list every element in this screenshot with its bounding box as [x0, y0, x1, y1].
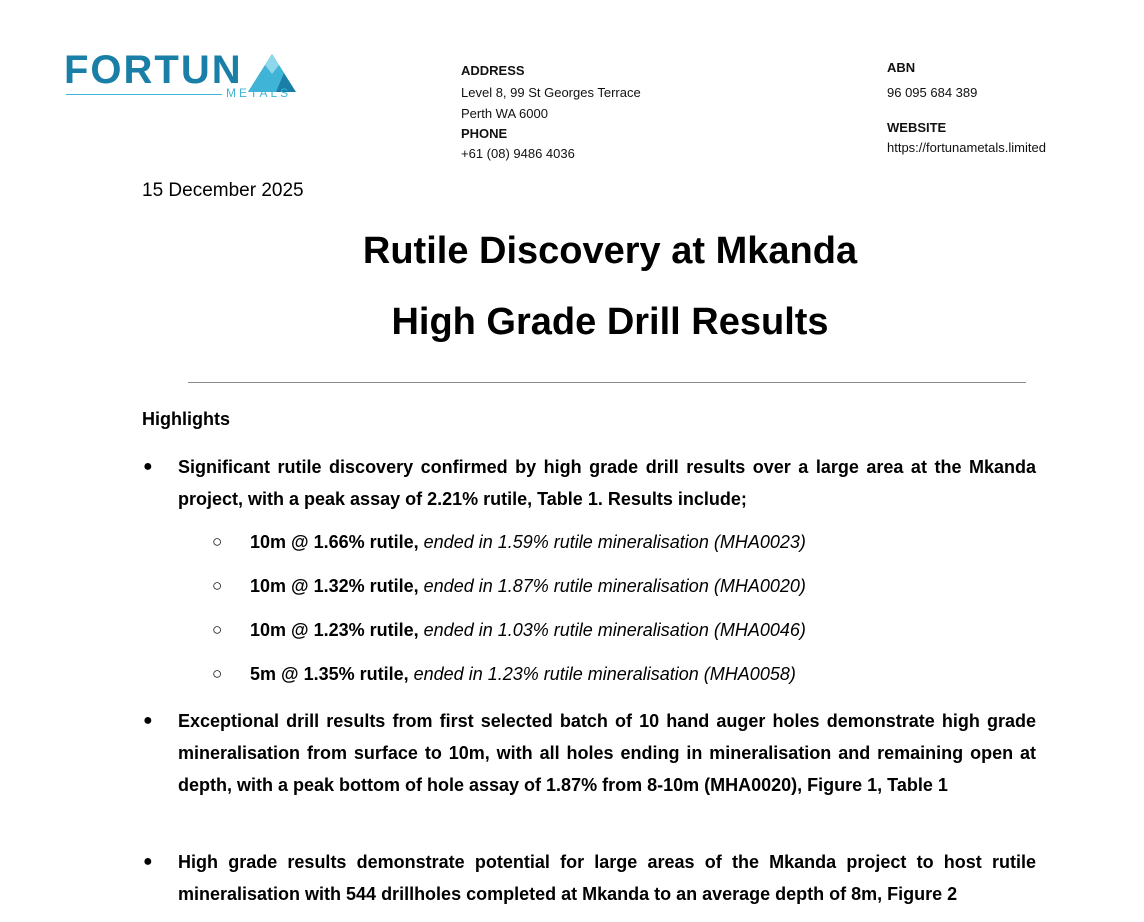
sub-bullet-item: [212, 614, 1072, 646]
sub-bullet-text: [250, 570, 806, 602]
phone-label: PHONE: [461, 126, 508, 141]
abn-value: 96 095 684 389: [887, 85, 978, 100]
website-link[interactable]: https://fortunametals.limited: [887, 140, 1046, 155]
logo-wordmark: FORTUN: [64, 48, 243, 92]
sub-bullet-text: [250, 658, 796, 690]
sub-bullet-strong: 10m @ 1.23% rutile,: [250, 620, 419, 640]
sub-bullet-em: ended in 1.59% rutile mineralisation (MHA0023): [423, 532, 806, 552]
highlight-bullet-3: High grade results demonstrate potential for large areas of the Mkanda project to host rutile mineralisation with 544 drillholes completed at Mkanda to an average depth of 8m, Figure 2: [178, 852, 1036, 904]
highlight-bullet-2: Exceptional drill results from first selected batch of 10 hand auger holes demonstrate high grade mineralisation from surface to 10m, with all holes ending in mineralisation and remaining open at depth, with a peak bottom of hole assay of 1.87% from 8-10m (MHA0020), Figure 1, Table 1: [178, 711, 1036, 795]
sub-bullet-em: ended in 1.03% rutile mineralisation (MHA0046): [423, 620, 806, 640]
bullet-dot-icon: ●: [143, 853, 153, 870]
contact-address-block: [461, 61, 641, 164]
address-line-1: Level 8, 99 St Georges Terrace: [461, 85, 641, 100]
highlight-bullet-1: Significant rutile discovery confirmed by high grade drill results over a large area at the Mkanda project, with a peak assay of 2.21% rutile, Table 1. Results include;: [178, 457, 1036, 509]
logo-underline: [66, 94, 222, 95]
contact-abn-block: [887, 58, 1046, 158]
sub-bullet-item: [212, 526, 1072, 558]
title-divider: [188, 382, 1026, 383]
document-title-line-1: Rutile Discovery at Mkanda: [362, 230, 858, 272]
abn-label: ABN: [887, 60, 916, 75]
sub-bullet-strong: 10m @ 1.66% rutile,: [250, 532, 419, 552]
company-logo: [64, 50, 304, 102]
release-date: 15 December 2025: [142, 180, 304, 201]
document-title-line-2: High Grade Drill Results: [391, 301, 829, 343]
bullet-dot-icon: ●: [143, 712, 153, 729]
hollow-circle-icon: ○: [212, 532, 223, 551]
sub-bullet-item: [212, 658, 1072, 690]
sub-bullet-text: [250, 614, 806, 646]
hollow-circle-icon: ○: [212, 576, 223, 595]
website-label: WEBSITE: [887, 120, 947, 135]
sub-bullet-strong: 5m @ 1.35% rutile,: [250, 664, 409, 684]
sub-bullet-item: [212, 570, 1072, 602]
bullet-dot-icon: ●: [143, 458, 153, 475]
sub-bullet-strong: 10m @ 1.32% rutile,: [250, 576, 419, 596]
address-label: ADDRESS: [461, 63, 525, 78]
sub-bullet-em: ended in 1.87% rutile mineralisation (MHA0020): [423, 576, 806, 596]
address-line-2: Perth WA 6000: [461, 106, 548, 121]
highlights-heading: Highlights: [142, 409, 230, 429]
hollow-circle-icon: ○: [212, 664, 223, 683]
sub-bullet-em: ended in 1.23% rutile mineralisation (MHA0058): [413, 664, 796, 684]
hollow-circle-icon: ○: [212, 620, 223, 639]
sub-bullet-text: [250, 526, 806, 558]
logo-subtitle: METALS: [226, 86, 292, 100]
phone-value: +61 (08) 9486 4036: [461, 146, 575, 161]
